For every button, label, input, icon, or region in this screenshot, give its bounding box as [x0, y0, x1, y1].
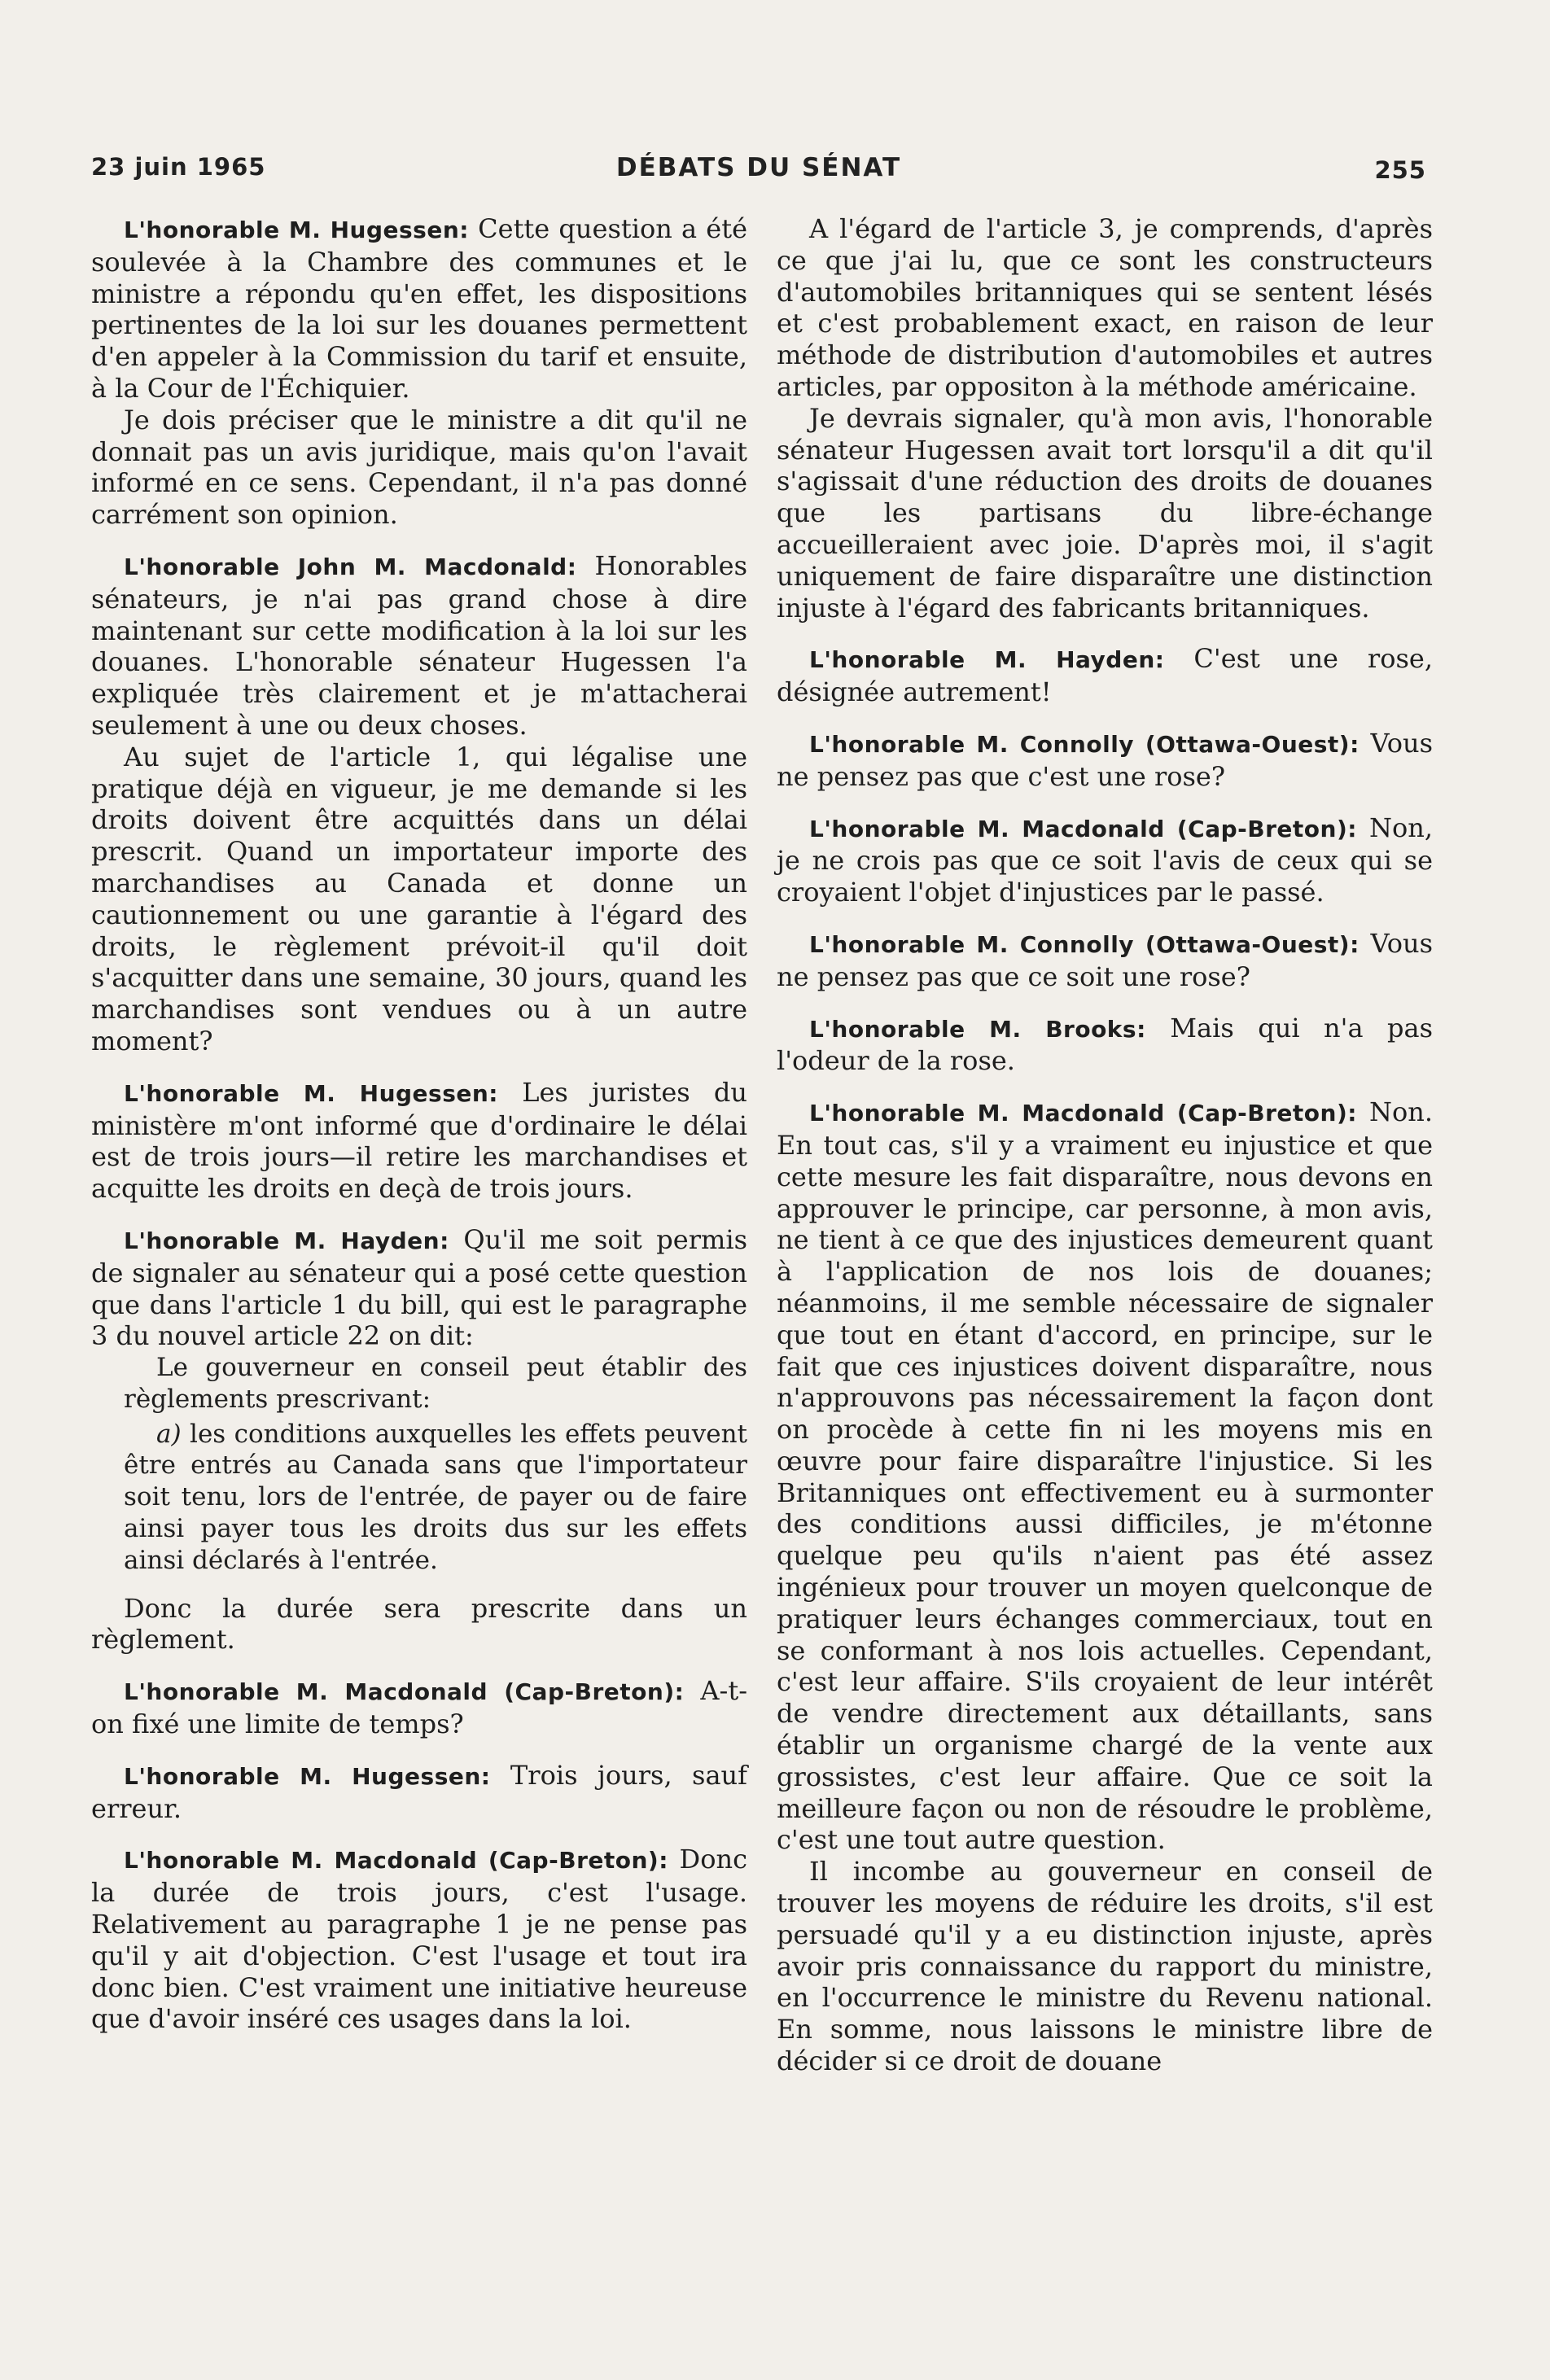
speaker-name: L'honorable M. Connolly (Ottawa-Ouest):	[809, 730, 1360, 758]
header-title: DÉBATS DU SÉNAT	[615, 153, 902, 182]
paragraph-text: Honorables sénateurs, je n'ai pas grand chose à dire maintenant sur cette modification à la loi sur les douanes. L'honorable sénateur Hugessen l'a expliquée très clairement et je m'attacherai seulement à une ou deux choses.	[91, 549, 748, 741]
paragraph-text: C'est une rose, désignée autrement!	[777, 643, 1434, 708]
speaker-name: L'honorable M. Hugessen:	[124, 1762, 491, 1790]
paragraph: A l'égard de l'article 3, je comprends, d'après ce que j'ai lu, que ce sont les constructeurs d'automobiles britanniques qui se sentent lésés et c'est probablement exact, en raison de leur méthode de distribution d'automobiles et autres articles, par oppositon à la méthode américaine.	[777, 213, 1433, 402]
paragraph	[91, 1760, 747, 1825]
paragraph-text: Donc la durée de trois jours, c'est l'usage. Relativement au paragraphe 1 je ne pense pas qu'il y ait d'objection. C'est l'usage et tout ira donc bien. C'est vraiment une initiative heureuse que d'avoir inséré ces usages dans la loi.	[91, 1844, 748, 2035]
paragraph: Donc la durée sera prescrite dans un règlement.	[91, 1592, 747, 1656]
speaker-name: L'honorable M. Brooks:	[809, 1015, 1146, 1043]
speaker-name: L'honorable M. Connolly (Ottawa-Ouest):	[809, 930, 1360, 958]
speaker-name: L'honorable M. Hugessen:	[124, 1079, 498, 1107]
speaker-name: L'honorable M. Macdonald (Cap-Breton):	[124, 1847, 668, 1875]
page-number: 255	[1374, 156, 1426, 184]
quote-text: les conditions auxquelles les effets peuvent être entrés au Canada sans que l'importateur soit tenu, lors de l'entrée, de payer ou de faire ainsi payer tous les droits dus sur les effets ainsi déclarés à l'entrée.	[124, 1419, 747, 1575]
quote-item-letter: a)	[156, 1419, 182, 1449]
page-header	[91, 148, 1426, 189]
paragraph	[91, 1077, 747, 1205]
paragraph-text: Vous ne pensez pas que c'est une rose?	[777, 727, 1434, 792]
paragraph	[91, 1224, 747, 1352]
left-column	[91, 213, 747, 2035]
quote-paragraph: Le gouverneur en conseil peut établir des règlements prescrivant:	[124, 1353, 747, 1414]
paragraph-text: Qu'il me soit permis de signaler au sénateur qui a posé cette question que dans l'article 1 du bill, qui est le paragraphe 3 du nouvel article 22 on dit:	[91, 1223, 748, 1352]
speaker-name: L'honorable John M. Macdonald:	[124, 553, 577, 580]
speaker-name: L'honorable M. Macdonald (Cap-Breton):	[809, 815, 1357, 842]
paragraph-text: Vous ne pensez pas que ce soit une rose?	[777, 927, 1434, 992]
paragraph	[91, 1844, 747, 2035]
paragraph	[777, 728, 1433, 793]
speaker-name: L'honorable M. Hugessen:	[124, 217, 469, 243]
paragraph: Je dois préciser que le ministre a dit qu'il ne donnait pas un avis juridique, mais qu'on l'avait informé en ce sens. Cependant, il n'a pas donné carrément son opinion.	[91, 404, 747, 531]
paragraph: Je devrais signaler, qu'à mon avis, l'honorable sénateur Hugessen avait tort lorsqu'il a dit qu'il s'agissait d'une réduction des droits de douanes que les partisans du libre-échange accueilleraient avec joie. D'après moi, il s'agit uniquement de faire disparaître une distinction injuste à l'égard des fabricants britanniques.	[777, 402, 1433, 623]
paragraph	[91, 550, 747, 742]
paragraph	[91, 213, 747, 405]
speaker-name: L'honorable M. Hayden:	[124, 1227, 449, 1254]
speaker-name: L'honorable M. Hayden:	[809, 646, 1165, 674]
paragraph-text: A-t-on fixé une limite de temps?	[91, 1675, 748, 1740]
header-date: 23 juin 1965	[91, 153, 266, 181]
speaker-name: L'honorable M. Macdonald (Cap-Breton):	[124, 1678, 685, 1706]
paragraph-text: Les juristes du ministère m'ont informé que d'ordinaire le délai est de trois jours—il retire les marchandises et acquitte les droits en deçà de trois jours.	[91, 1076, 748, 1205]
paragraph	[91, 1675, 747, 1740]
quote-paragraph	[124, 1419, 747, 1577]
paragraph	[777, 643, 1433, 708]
paragraph-text: Cette question a été soulevée à la Chambre des communes et le ministre a répondu qu'en effet, les dispositions pertinentes de la loi sur les douanes permettent d'en appeler à la Commission du tarif et ensuite, à la Cour de l'Échiquier.	[91, 213, 748, 404]
paragraph: Il incombe au gouverneur en conseil de trouver les moyens de réduire les droits, s'il est persuadé qu'il y a eu distinction injuste, après avoir pris connaissance du rapport du ministre, en l'occurrence le ministre du Revenu national. En somme, nous laissons le ministre libre de décider si ce droit de douane	[777, 1856, 1433, 2077]
paragraph-text: Trois jours, sauf erreur.	[91, 1759, 748, 1824]
paragraph: Au sujet de l'article 1, qui légalise une pratique déjà en vigueur, je me demande si les droits doivent être acquittés dans un délai prescrit. Quand un importateur importe des marchandises au Canada et donne un cautionnement ou une garantie à l'égard des droits, le règlement prévoit-il qu'il doit s'acquitter dans une semaine, 30 jours, quand les marchandises sont vendues ou à un autre moment?	[91, 741, 747, 1057]
paragraph	[777, 1013, 1433, 1078]
paragraph-text: Non, je ne crois pas que ce soit l'avis de ceux qui se croyaient l'objet d'injustices par le passé.	[777, 812, 1433, 908]
speaker-name: L'honorable M. Macdonald (Cap-Breton):	[809, 1100, 1357, 1127]
paragraph	[777, 1096, 1433, 1856]
paragraph-text: Mais qui n'a pas l'odeur de la rose.	[777, 1012, 1433, 1077]
right-column	[777, 213, 1433, 2077]
paragraph	[777, 812, 1433, 908]
paragraph-text: Non. En tout cas, s'il y a vraiment eu injustice et que cette mesure les fait disparaître, nous devons en approuver le principe, car personne, à mon avis, ne tient à ce que des injustices demeurent quant à l'application de nos lois de douanes; néanmoins, il me semble nécessaire de signaler que tout en étant d'accord, en principe, sur le fait que ces injustices doivent disparaître, nous n'approuvons pas nécessairement la façon dont on procède à cette fin ni les moyens mis en œuvre pour faire disparaître l'injustice. Si les Britanniques ont effectivement eu à surmonter des conditions aussi difficiles, je m'étonne quelque peu qu'ils n'aient pas été assez ingénieux pour trouver un moyen quelconque de pratiquer leurs échanges commerciaux, tout en se conformant à nos lois actuelles. Cependant, c'est leur affaire. S'ils croyaient de leur intérêt de vendre directement aux détaillants, sans établir un organisme chargé de la vente aux grossistes, c'est leur affaire. Que ce soit la meilleure façon ou non de résoudre le problème, c'est une tout autre question.	[777, 1096, 1433, 1856]
paragraph	[777, 928, 1433, 993]
